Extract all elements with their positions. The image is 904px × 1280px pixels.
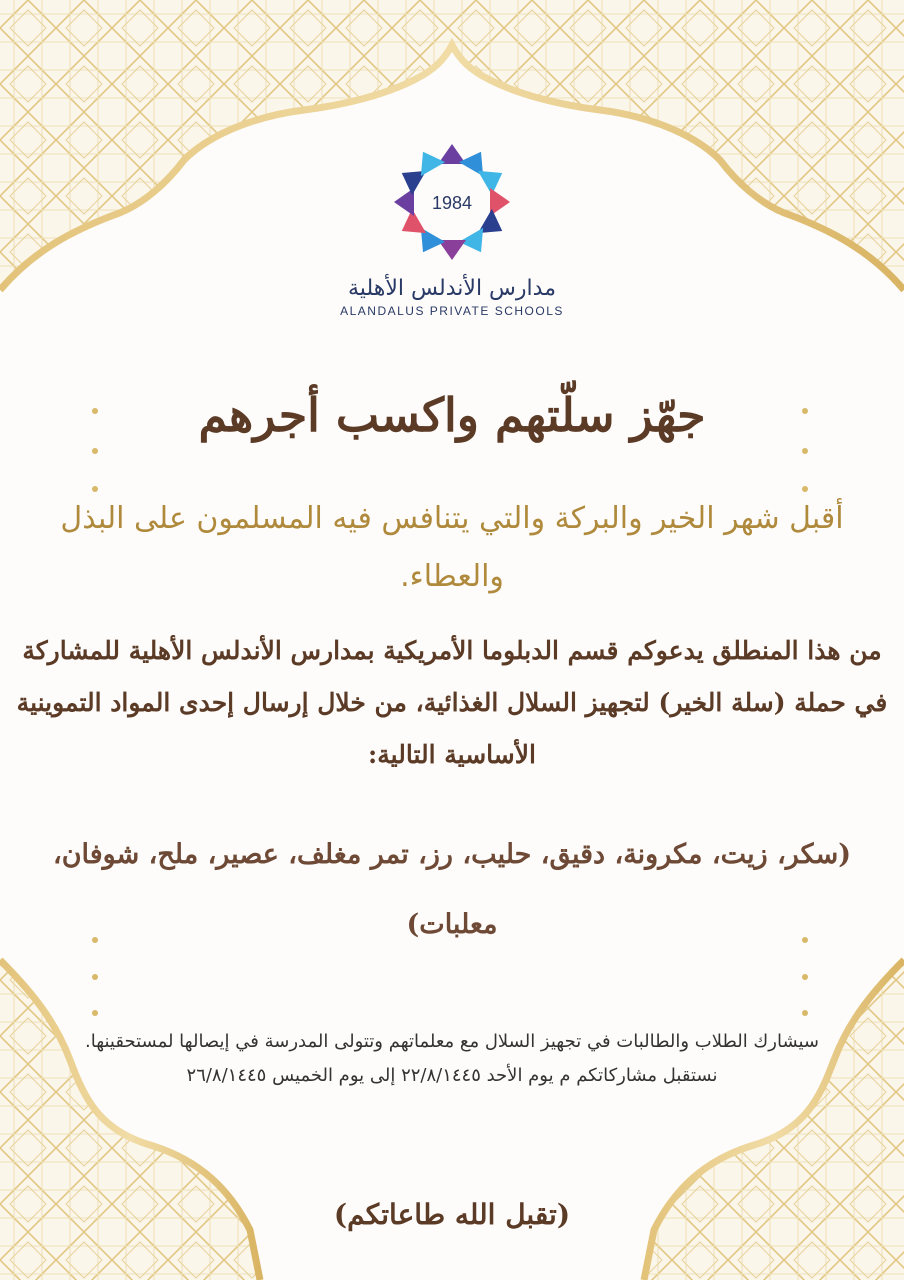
school-name-english: ALANDALUS PRIVATE SCHOOLS — [340, 304, 564, 318]
closing-prayer: (تقبل الله طاعاتكم) — [333, 1198, 571, 1231]
school-logo — [0, 140, 904, 318]
page-title: جهّز سلّتهم واكسب أجرهم — [198, 388, 706, 442]
invitation-paragraph: من هذا المنطلق يدعوكم قسم الدبلوما الأمريكية بمدارس الأندلس الأهلية للمشاركة في حملة (سلة الخير) لتجهيز السلال الغذائية، من خلال إرسال إحدى المواد التموينية الأساسية التالية: — [16, 636, 888, 769]
decor-dot — [802, 974, 808, 980]
intro-paragraph: أقبل شهر الخير والبركة والتي يتنافس فيه المسلمون على البذل والعطاء. — [60, 501, 844, 594]
note-line-1: سيشارك الطلاب والطالبات في تجهيز السلال مع معلماتهم وتتولى المدرسة في إيصالها لمستحقينها. — [84, 1031, 820, 1052]
decor-dot — [92, 448, 98, 454]
school-name-arabic: مدارس الأندلس الأهلية — [348, 276, 556, 301]
note-line-2: نستقبل مشاركاتكم م يوم الأحد ٢٢/٨/١٤٤٥ إلى يوم الخميس ٢٦/٨/١٤٤٥ — [186, 1065, 718, 1086]
decor-dot — [92, 1010, 98, 1016]
decor-dot — [92, 974, 98, 980]
decor-dot — [802, 448, 808, 454]
participation-note — [70, 1025, 834, 1093]
star-logo-icon — [390, 140, 514, 264]
logo-year: 1984 — [431, 193, 473, 213]
decor-dot — [802, 1010, 808, 1016]
items-list: (سكر، زيت، مكرونة، دقيق، حليب، رز، تمر مغلف، عصير، ملح، شوفان، معلبات) — [52, 839, 851, 940]
